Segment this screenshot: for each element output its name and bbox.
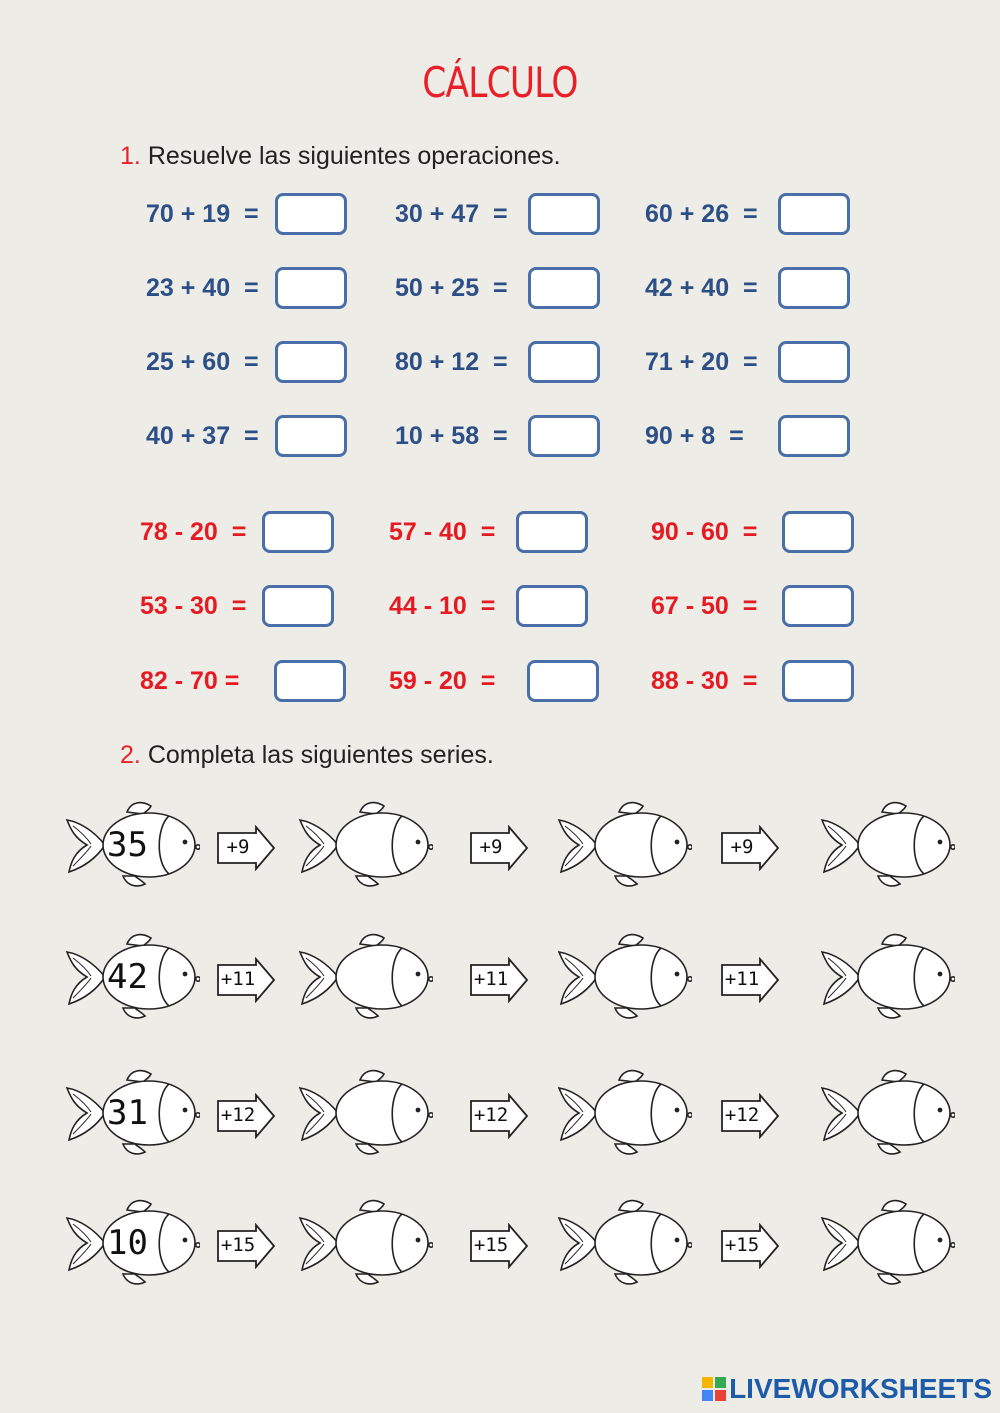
liveworksheets-logo bbox=[702, 1373, 992, 1405]
logo-icon bbox=[702, 1377, 726, 1401]
addition-answer-box-4-3[interactable] bbox=[778, 415, 850, 457]
addition-expression-1-1: 70 + 19 = bbox=[146, 200, 259, 228]
subtraction-answer-box-1-1[interactable] bbox=[262, 511, 334, 553]
addition-answer-box-3-3[interactable] bbox=[778, 341, 850, 383]
fish-1-2[interactable] bbox=[298, 800, 433, 890]
subtraction-answer-box-2-3[interactable] bbox=[782, 585, 854, 627]
subtraction-answer-box-3-2[interactable] bbox=[527, 660, 599, 702]
step-label: +9 bbox=[730, 836, 754, 858]
section-2-number: 2. bbox=[120, 741, 141, 769]
section-1-number: 1. bbox=[120, 142, 141, 170]
step-arrow-icon bbox=[216, 1223, 276, 1269]
step-arrow-icon bbox=[216, 1093, 276, 1139]
fish-4-2[interactable] bbox=[298, 1198, 433, 1288]
subtraction-expression-3-2: 59 - 20 = bbox=[389, 667, 496, 695]
subtraction-expression-1-1: 78 - 20 = bbox=[140, 518, 247, 546]
step-label: +15 bbox=[473, 1234, 509, 1256]
fish-2-1 bbox=[65, 932, 200, 1022]
logo-text: LIVEWORKSHEETS bbox=[729, 1373, 992, 1404]
step-arrow-icon bbox=[720, 957, 780, 1003]
addition-expression-4-2: 10 + 58 = bbox=[395, 422, 508, 450]
fish-3-2[interactable] bbox=[298, 1068, 433, 1158]
addition-expression-4-1: 40 + 37 = bbox=[146, 422, 259, 450]
addition-answer-box-1-1[interactable] bbox=[275, 193, 347, 235]
subtraction-answer-box-2-2[interactable] bbox=[516, 585, 588, 627]
subtraction-expression-3-1: 82 - 70 = bbox=[140, 667, 240, 695]
step-arrow-icon bbox=[720, 825, 780, 871]
addition-expression-1-2: 30 + 47 = bbox=[395, 200, 508, 228]
fish-1-1 bbox=[65, 800, 200, 890]
addition-answer-box-2-1[interactable] bbox=[275, 267, 347, 309]
section-2-text: Completa las siguientes series. bbox=[147, 741, 494, 769]
addition-expression-3-1: 25 + 60 = bbox=[146, 348, 259, 376]
section-2-heading bbox=[120, 741, 494, 770]
fish-3-1 bbox=[65, 1068, 200, 1158]
subtraction-answer-box-2-1[interactable] bbox=[262, 585, 334, 627]
series-start-number: 42 bbox=[107, 957, 148, 997]
subtraction-answer-box-3-3[interactable] bbox=[782, 660, 854, 702]
section-1-text: Resuelve las siguientes operaciones. bbox=[147, 142, 561, 170]
step-label: +15 bbox=[220, 1234, 256, 1256]
addition-answer-box-4-2[interactable] bbox=[528, 415, 600, 457]
step-label: +12 bbox=[220, 1104, 256, 1126]
step-arrow-icon bbox=[720, 1223, 780, 1269]
fish-1-3[interactable] bbox=[557, 800, 692, 890]
step-label: +11 bbox=[724, 968, 760, 990]
subtraction-expression-2-3: 67 - 50 = bbox=[651, 592, 758, 620]
addition-expression-3-2: 80 + 12 = bbox=[395, 348, 508, 376]
step-label: +12 bbox=[724, 1104, 760, 1126]
step-label: +9 bbox=[479, 836, 503, 858]
fish-3-4[interactable] bbox=[820, 1068, 955, 1158]
addition-answer-box-4-1[interactable] bbox=[275, 415, 347, 457]
step-label: +11 bbox=[473, 968, 509, 990]
series-start-number: 10 bbox=[107, 1223, 148, 1263]
step-label: +11 bbox=[220, 968, 256, 990]
addition-expression-2-1: 23 + 40 = bbox=[146, 274, 259, 302]
step-label: +15 bbox=[724, 1234, 760, 1256]
fish-4-3[interactable] bbox=[557, 1198, 692, 1288]
step-arrow-icon bbox=[469, 825, 529, 871]
step-label: +9 bbox=[226, 836, 250, 858]
fish-2-4[interactable] bbox=[820, 932, 955, 1022]
addition-answer-box-3-1[interactable] bbox=[275, 341, 347, 383]
addition-expression-2-3: 42 + 40 = bbox=[645, 274, 758, 302]
addition-answer-box-2-2[interactable] bbox=[528, 267, 600, 309]
addition-answer-box-1-3[interactable] bbox=[778, 193, 850, 235]
step-arrow-icon bbox=[469, 957, 529, 1003]
step-arrow-icon bbox=[469, 1093, 529, 1139]
subtraction-expression-2-1: 53 - 30 = bbox=[140, 592, 247, 620]
series-start-number: 35 bbox=[107, 825, 148, 865]
addition-answer-box-2-3[interactable] bbox=[778, 267, 850, 309]
subtraction-expression-1-3: 90 - 60 = bbox=[651, 518, 758, 546]
subtraction-expression-1-2: 57 - 40 = bbox=[389, 518, 496, 546]
step-arrow-icon bbox=[720, 1093, 780, 1139]
step-arrow-icon bbox=[216, 825, 276, 871]
step-label: +12 bbox=[473, 1104, 509, 1126]
addition-expression-1-3: 60 + 26 = bbox=[645, 200, 758, 228]
subtraction-answer-box-1-3[interactable] bbox=[782, 511, 854, 553]
series-start-number: 31 bbox=[107, 1093, 148, 1133]
fish-4-4[interactable] bbox=[820, 1198, 955, 1288]
fish-4-1 bbox=[65, 1198, 200, 1288]
addition-expression-2-2: 50 + 25 = bbox=[395, 274, 508, 302]
subtraction-answer-box-1-2[interactable] bbox=[516, 511, 588, 553]
fish-2-3[interactable] bbox=[557, 932, 692, 1022]
fish-1-4[interactable] bbox=[820, 800, 955, 890]
fish-2-2[interactable] bbox=[298, 932, 433, 1022]
fish-3-3[interactable] bbox=[557, 1068, 692, 1158]
step-arrow-icon bbox=[469, 1223, 529, 1269]
addition-expression-4-3: 90 + 8 = bbox=[645, 422, 744, 450]
step-arrow-icon bbox=[216, 957, 276, 1003]
subtraction-expression-2-2: 44 - 10 = bbox=[389, 592, 496, 620]
subtraction-expression-3-3: 88 - 30 = bbox=[651, 667, 758, 695]
addition-expression-3-3: 71 + 20 = bbox=[645, 348, 758, 376]
subtraction-answer-box-3-1[interactable] bbox=[274, 660, 346, 702]
addition-answer-box-3-2[interactable] bbox=[528, 341, 600, 383]
addition-answer-box-1-2[interactable] bbox=[528, 193, 600, 235]
section-1-heading bbox=[120, 142, 561, 171]
page-title: CÁLCULO bbox=[422, 58, 578, 107]
